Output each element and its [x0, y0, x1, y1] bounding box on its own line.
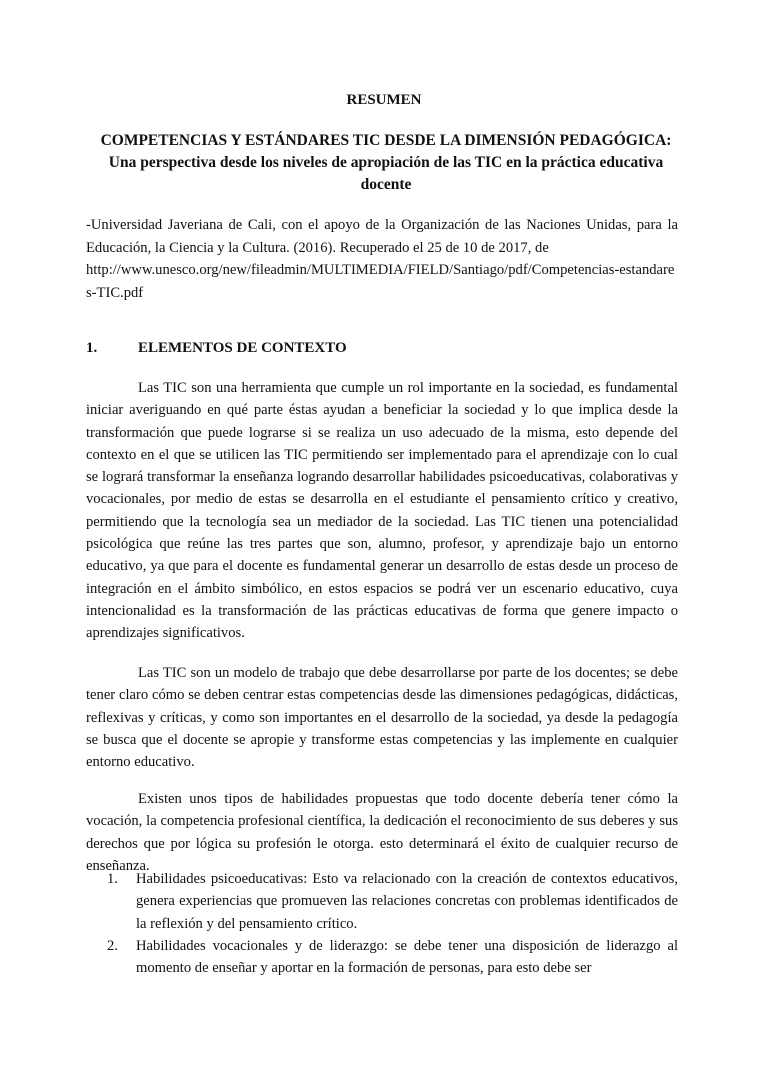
list-item	[86, 868, 678, 935]
section-title: ELEMENTOS DE CONTEXTO	[138, 340, 347, 356]
list-item	[86, 935, 678, 980]
list-item-marker: 2.	[107, 937, 118, 954]
skills-list	[86, 868, 678, 979]
list-item-marker: 1.	[107, 871, 118, 887]
citation	[86, 214, 678, 304]
paragraph-1: Las TIC son una herramienta que cumple un rol importante en la sociedad, es fundamental iniciar averiguando en qué parte éstas ayudan a beneficiar la sociedad y lo que implica desde la transformación que puede lograrse si se realiza un uso adecuado de la misma, esto depende del contexto en el que se utilicen las TIC permitiendo ser implementado para el aprendizaje con lo cual se logrará transformar la enseñanza logrando desarrollar habilidades psicoeducativas, colaborativas y vocacionales, por medio de estas se desarrolla en el estudiante el pensamiento crítico y creativo, permitiendo que la tecnología sea un mediador de la sociedad. Las TIC tienen una potencialidad psicológica que reúne las tres partes que son, alumno, profesor, y aprendizaje bajo un entorno educativo, ya que para el docente es fundamental generar un desarrollo de estas desde un proceso de integración en el ámbito simbólico, en estos espacios se podrá ver un escenario educativo, cuya intencionalidad es la transformación de las prácticas educativas de forma que genere impacto o aprendizajes significativos.	[86, 380, 678, 642]
citation-text: -Universidad Javeriana de Cali, con el apoyo de la Organización de las Naciones Unidas, para la Educación, la Ciencia y la Cultura. (2016). Recuperado el 25 de 10 de 2017, de	[86, 217, 678, 256]
subtitle-line-1: COMPETENCIAS Y ESTÁNDARES TIC DESDE LA DIMENSIÓN PEDAGÓGICA:	[100, 132, 672, 149]
subtitle-line-2: Una perspectiva desde los niveles de apropiación de las TIC en la práctica educativa docente	[108, 154, 664, 193]
paragraph-2: Las TIC son un modelo de trabajo que debe desarrollarse por parte de los docentes; se debe tener claro cómo se deben centrar estas competencias desde las dimensiones pedagógicas, didácticas, reflexivas y críticas, y como son importantes en el desarrollo de la sociedad, ya desde la pedagogía se busca que el docente se apropie y transforme estas competencias y las implemente en cualquier entorno educativo.	[86, 665, 678, 771]
document-title: RESUMEN	[346, 92, 422, 108]
section-heading	[86, 340, 347, 357]
list-item-text: Habilidades vocacionales y de liderazgo: se debe tener una disposición de liderazgo al momento de enseñar y aportar en la formación de personas, para esto debe ser	[136, 937, 678, 977]
citation-url: http://www.unesco.org/new/fileadmin/MULTIMEDIA/FIELD/Santiago/pdf/Competencias-estandares-TIC.pdf	[86, 262, 675, 301]
list-item-text: Habilidades psicoeducativas: Esto va relacionado con la creación de contextos educativos, genera experiencias que promueven las relaciones concretas con problemas identificados de la reflexión y del pensamiento crítico.	[136, 871, 678, 932]
document-subtitle	[86, 130, 686, 196]
section-number: 1.	[86, 340, 98, 356]
paragraph-3: Existen unos tipos de habilidades propuestas que todo docente debería tener cómo la vocación, la competencia profesional científica, la dedicación el reconocimiento de sus deberes y sus derechos que por lógica su profesión le otorga. esto determinará el éxito de cualquier recurso de enseñanza.	[86, 791, 678, 874]
